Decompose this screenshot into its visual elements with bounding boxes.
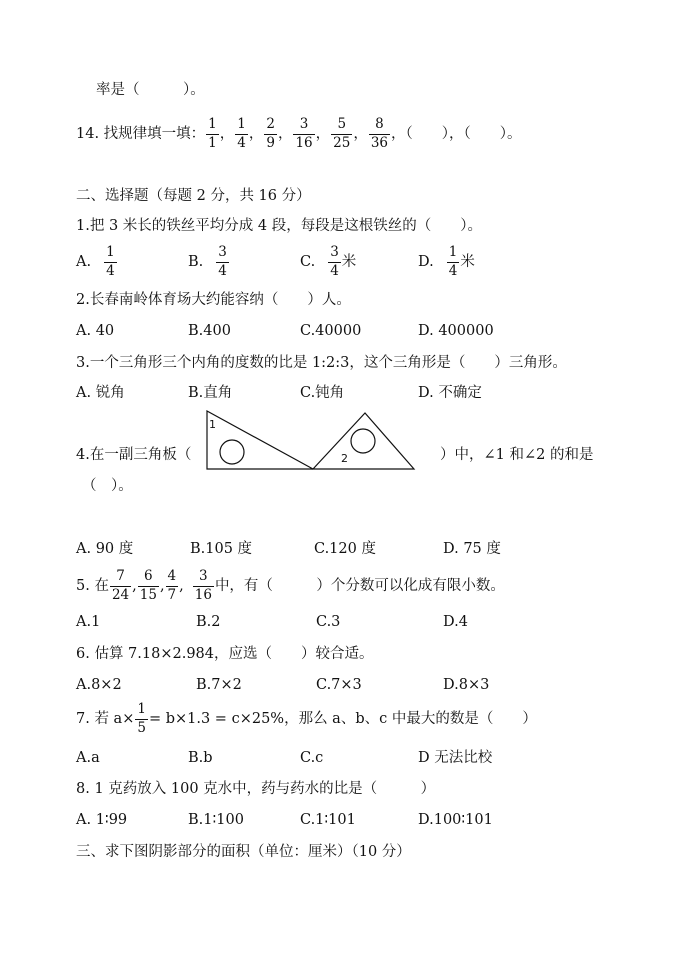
- q8-option-b[interactable]: B.1∶100: [188, 812, 244, 828]
- q14-frac: $\frac{1}{4}$: [237, 116, 246, 151]
- triangle-ruler-2-hole: [351, 429, 375, 453]
- q14-blanks: ，（ ），（ ）。: [391, 126, 522, 142]
- q2-option-a[interactable]: A. 40: [76, 323, 115, 339]
- q7-line: [76, 699, 537, 739]
- q3-option-d[interactable]: D. 不确定: [418, 385, 482, 401]
- q14-prefix: 14. 找规律填一填：: [76, 126, 206, 142]
- q5-frac: $\frac{4}{7}$: [167, 568, 177, 603]
- triangle-ruler-2: [313, 413, 414, 469]
- angle-1-label: 1: [209, 418, 216, 431]
- q4-option-b[interactable]: B.105 度: [190, 541, 253, 557]
- q2-option-c[interactable]: C.40000: [300, 323, 362, 339]
- q3-option-b[interactable]: B.直角: [188, 385, 233, 401]
- q1-text: 1.把 3 米长的铁丝平均分成 4 段，每段是这根铁丝的（ ）。: [76, 218, 482, 234]
- q2-text: 2.长春南岭体育场大约能容纳（ ）人。: [76, 292, 351, 308]
- q4-option-a[interactable]: A. 90 度: [76, 541, 134, 557]
- q14-frac: $\frac{8}{36}$: [370, 116, 389, 151]
- q8-option-a[interactable]: A. 1∶99: [76, 812, 128, 828]
- q5-prefix: 5. 在: [76, 578, 109, 594]
- q13-tail: 率是（ ）。: [96, 82, 205, 98]
- q5-option-d[interactable]: D.4: [443, 614, 468, 630]
- q5-suffix: 中，有（ ）个分数可以化成有限小数。: [214, 578, 505, 594]
- q4-prefix: 4.在一副三角板（: [76, 447, 192, 463]
- q4-suffix: ）中，∠1 和∠2 的和是: [440, 447, 594, 463]
- q5-option-a[interactable]: A.1: [76, 614, 101, 630]
- q4-option-d[interactable]: D. 75 度: [443, 541, 501, 557]
- section3-title: 三、求下图阴影部分的面积（单位：厘米）（10 分）: [76, 844, 411, 860]
- q8-text: 8. 1 克药放入 100 克水中，药与药水的比是（ ）: [76, 781, 436, 797]
- q1-option-c[interactable]: C. $\frac{3}{4}$ 米: [300, 244, 357, 279]
- q3-text: 3.一个三角形三个内角的度数的比是 1:2:3，这个三角形是（ ）三角形。: [76, 355, 567, 371]
- q7-frac: $\frac{1}{5}$: [137, 701, 146, 736]
- q3-option-a[interactable]: A. 锐角: [76, 385, 125, 401]
- q1-option-d[interactable]: D. $\frac{1}{4}$ 米: [418, 244, 475, 279]
- q6-option-d[interactable]: D.8×3: [443, 677, 490, 693]
- triangle-rulers-figure: [200, 408, 422, 474]
- q14-frac: $\frac{3}{16}$: [295, 116, 313, 151]
- q7-option-d[interactable]: D 无法比校: [418, 750, 493, 766]
- q7-option-b[interactable]: B.b: [188, 750, 213, 766]
- q6-option-a[interactable]: A.8×2: [76, 677, 122, 693]
- q3-option-c[interactable]: C.钝角: [300, 385, 345, 401]
- q6-option-b[interactable]: B.7×2: [196, 677, 242, 693]
- q5-option-c[interactable]: C.3: [316, 614, 341, 630]
- q5-option-b[interactable]: B.2: [196, 614, 221, 630]
- q2-option-b[interactable]: B.400: [188, 323, 231, 339]
- q6-option-c[interactable]: C.7×3: [316, 677, 362, 693]
- angle-2-label: 2: [341, 452, 348, 465]
- q14-frac: $\frac{1}{1}$: [208, 116, 217, 151]
- q2-option-d[interactable]: D. 400000: [418, 323, 494, 339]
- q14-frac: $\frac{2}{9}$: [266, 116, 275, 151]
- triangle-ruler-1-hole: [220, 440, 244, 464]
- q7-option-a[interactable]: A.a: [76, 750, 100, 766]
- q5-frac: $\frac{6}{15}$: [139, 568, 157, 603]
- q6-text: 6. 估算 7.18×2.984，应选（ ）较合适。: [76, 646, 374, 662]
- q14-frac: $\frac{5}{25}$: [333, 116, 351, 151]
- q5-frac: $\frac{7}{24}$: [111, 568, 130, 603]
- q1-option-a[interactable]: A. $\frac{1}{4}$: [76, 244, 115, 279]
- section2-title: 二、选择题（每题 2 分，共 16 分）: [76, 188, 311, 204]
- q7-option-c[interactable]: C.c: [300, 750, 324, 766]
- q14-line: 14. 找规律填一填： $\frac{1}{1}$ ， $\frac{1}{4}$ ， $\frac{2}{9}$ ， $\frac{3}{16}$ ， $\frac{5}{25}$ ， $\frac{8}{36}$ ，（ ），（ ）。: [76, 116, 522, 151]
- q1-option-b[interactable]: B. $\frac{3}{4}$: [188, 244, 227, 279]
- q7-suffix: = b×1.3 = c×25%，那么 a、b、c 中最大的数是（ ）: [148, 711, 537, 727]
- q4-option-c[interactable]: C.120 度: [314, 541, 376, 557]
- q7-prefix: 7. 若 a×: [76, 711, 135, 727]
- q8-option-d[interactable]: D.100∶101: [418, 812, 493, 828]
- q8-option-c[interactable]: C.1∶101: [300, 812, 356, 828]
- q5-line: 5. 在 $\frac{7}{24}$ , $\frac{6}{15}$ , $\frac{4}{7}$ , $\frac{3}{16}$ 中，有（ ）个分数可以化成有限小数。: [76, 568, 505, 603]
- q5-frac: $\frac{3}{16}$: [194, 568, 212, 603]
- q4-line2: （ ）。: [82, 478, 133, 494]
